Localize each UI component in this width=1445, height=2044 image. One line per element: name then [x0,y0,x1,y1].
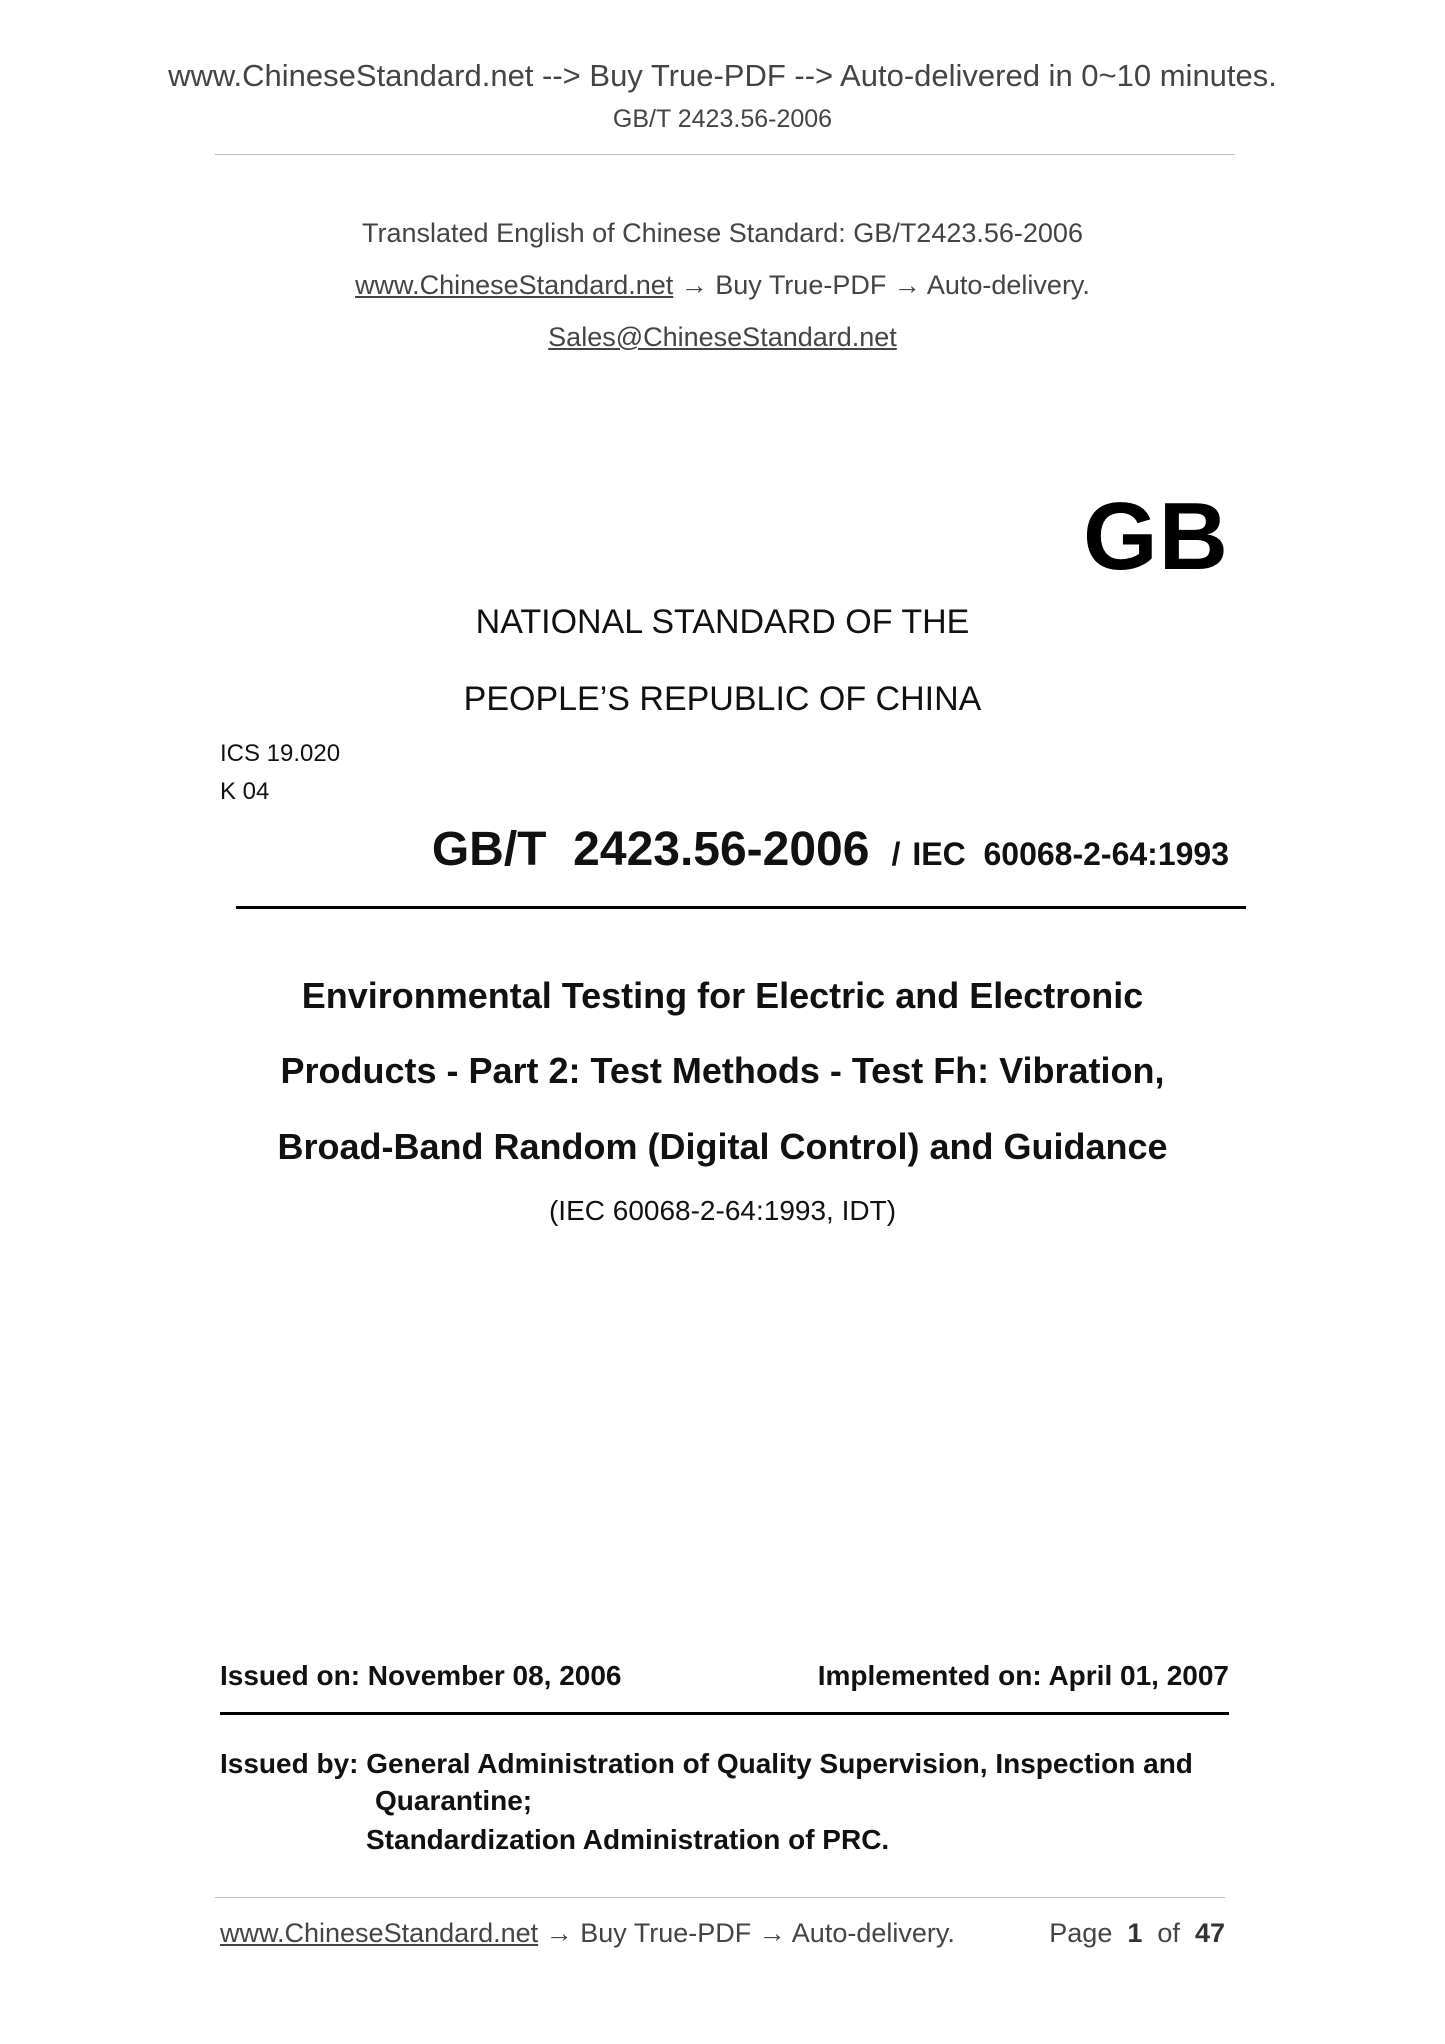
page-indicator [1049,1918,1225,1949]
iec-number: IEC 60068-2-64:1993 [912,836,1229,872]
standard-divider [236,906,1246,909]
footer-divider [215,1897,1225,1898]
auto-delivery-text: Auto-delivery. [926,270,1090,300]
header-standard-code: GB/T 2423.56-2006 [612,105,833,133]
arrow-icon: → [680,270,708,300]
implemented-on: Implemented on: April 01, 2007 [817,1660,1229,1691]
number-separator: / [891,836,901,872]
of-label: of [1157,1918,1180,1948]
ics-code: ICS 19.020 [220,740,341,767]
arrow-icon: → [758,1918,786,1948]
arrow-icon: → [545,1918,573,1948]
top-banner: www.ChineseStandard.net --> Buy True-PDF --> Auto-delivered in 0~10 minutes. [168,58,1277,93]
footer-links [220,1918,955,1949]
gb-number: GB/T 2423.56-2006 [431,823,870,876]
page-number: 1 [1127,1918,1143,1948]
email-link[interactable]: Sales@ChineseStandard.net [548,322,897,352]
title-line-3: Broad-Band Random (Digital Control) and Guidance [277,1126,1168,1167]
translated-note: Translated English of Chinese Standard: GB/T2423.56-2006 [362,218,1083,248]
sales-email [0,322,1445,353]
national-standard-line2: PEOPLE’S REPUBLIC OF CHINA [463,680,982,718]
title-line-2: Products - Part 2: Test Methods - Test Fh: Vibration, [280,1050,1165,1091]
dates-divider [220,1712,1229,1715]
header-divider [215,154,1235,155]
national-standard-line1: NATIONAL STANDARD OF THE [475,603,970,641]
arrow-icon: → [893,270,921,300]
intro-links [0,270,1445,301]
issued-by-line3: Standardization Administration of PRC. [366,1824,890,1855]
issued-by-line1: Issued by: General Administration of Quality Supervision, Inspection and [220,1748,1193,1779]
site-link[interactable]: www.ChineseStandard.net [355,270,674,300]
title-line-1: Environmental Testing for Electric and Electronic [301,975,1144,1016]
issued-by [220,1745,1230,1858]
k-code: K 04 [220,778,270,805]
footer-buy-text: Buy True-PDF [580,1918,752,1948]
footer-auto-text: Auto-delivery. [791,1918,955,1948]
footer-site-link[interactable]: www.ChineseStandard.net [220,1918,539,1948]
equivalence-note: (IEC 60068-2-64:1993, IDT) [548,1195,897,1226]
gb-logo: GB [1083,483,1229,590]
issued-on: Issued on: November 08, 2006 [220,1660,622,1691]
page-label: Page [1049,1918,1113,1948]
page-total: 47 [1194,1918,1225,1948]
buy-text: Buy True-PDF [715,270,887,300]
standard-number [432,822,1229,877]
issued-by-line2: Quarantine; [375,1785,533,1816]
